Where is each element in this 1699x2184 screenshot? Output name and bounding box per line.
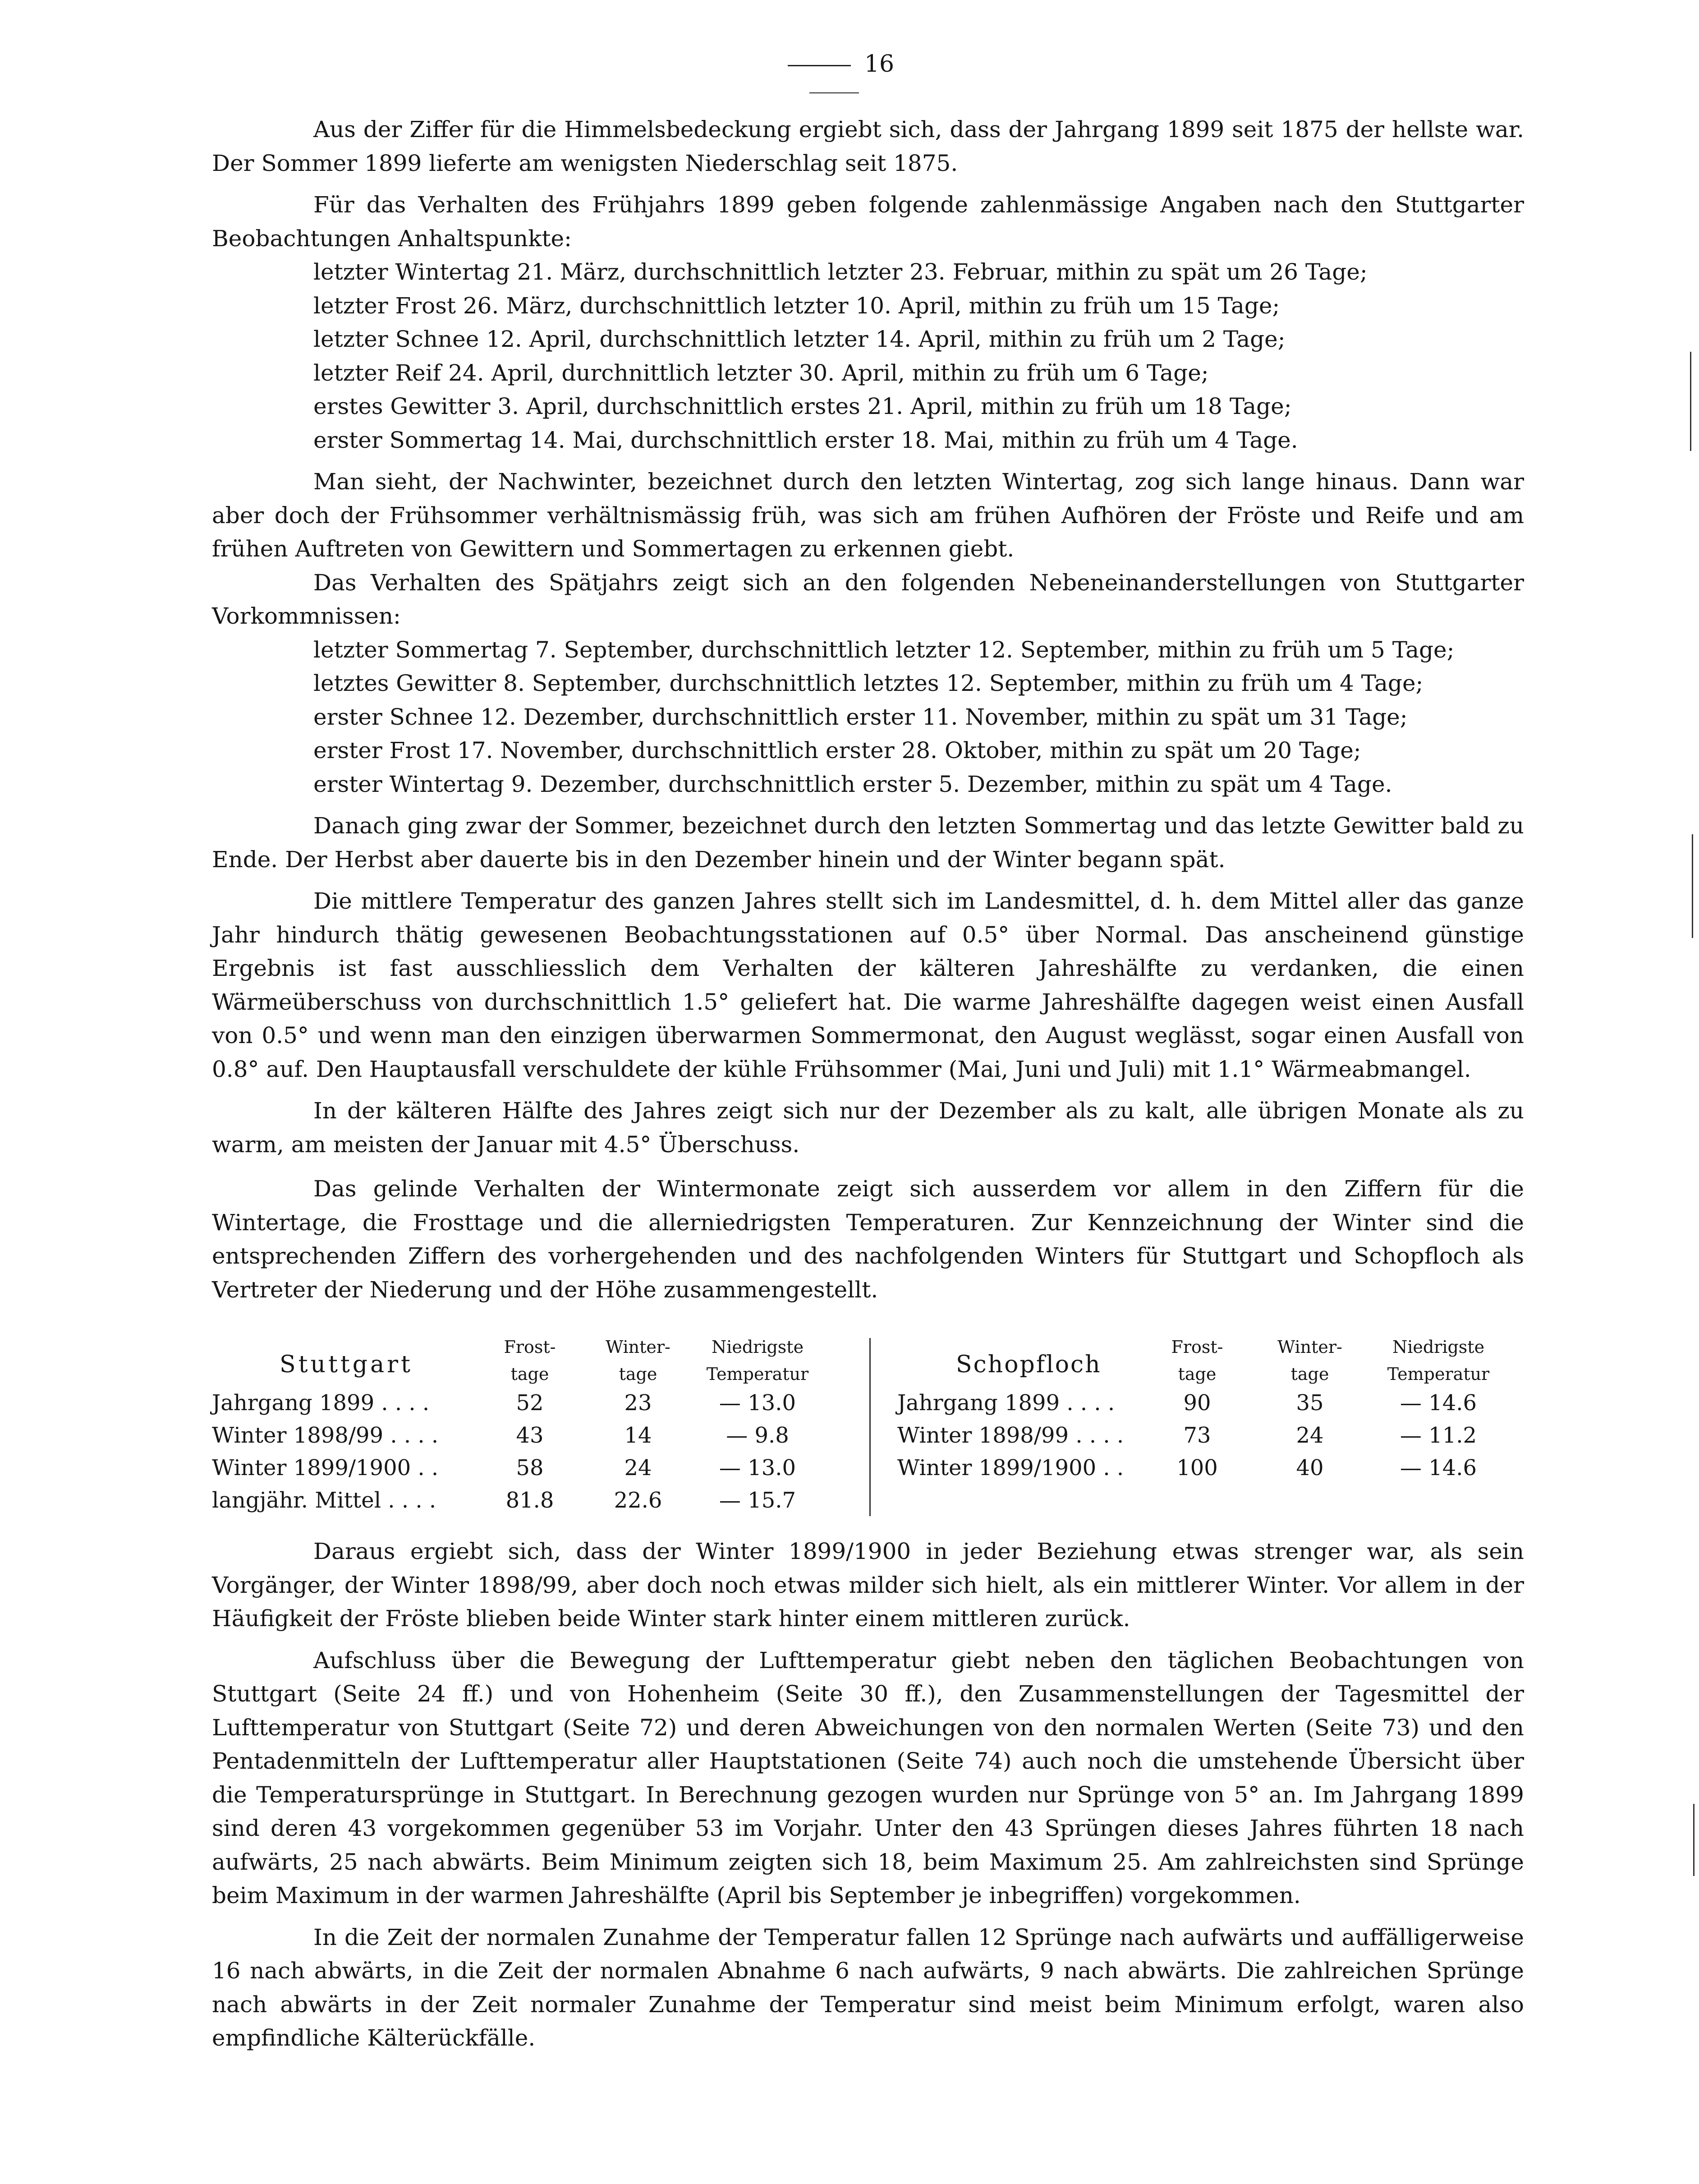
row-label: Jahrgang 1899 . . . . — [212, 1390, 430, 1416]
table-header — [897, 1333, 1529, 1387]
column-header-frost-days: Frost- tage — [504, 1337, 556, 1384]
row-label: langjähr. Mittel . . . . — [212, 1488, 436, 1513]
list-item: erster Sommertag 14. Mai, durchschnittlich erster 18. Mai, mithin zu früh um 4 Tage. — [313, 427, 1298, 453]
row-label: Winter 1898/99 . . . . — [897, 1423, 1124, 1448]
cell-frost-days: 52 — [516, 1390, 544, 1416]
row-label: Jahrgang 1899 . . . . — [897, 1390, 1115, 1416]
paragraph-spring-intro: Für das Verhalten des Frühjahrs 1899 geben folgende zahlenmässige Angaben nach den Stuttgarter Beobachtungen Anhaltspunkte: — [212, 192, 1524, 252]
table-stuttgart — [212, 1333, 843, 1517]
list-item: letzter Sommertag 7. September, durchschnittlich letzter 12. September, mithin zu früh um 5 Tage; — [313, 636, 1455, 663]
cell-frost-days: 100 — [1176, 1455, 1218, 1481]
paragraph-temperature-jumps: Aufschluss über die Bewegung der Lufttemperatur giebt neben den täglichen Beobachtungen von Stuttgart (Seite 24 ff.) und von Hohenheim (Seite 30 ff.), den Zusammenstellungen der Tagesmittel der Lufttemperatur von Stuttgart (Seite 72) und deren Abweichungen von den normalen Werten (Seite 73) und den Pentadenmitteln der Lufttemperatur aller Hauptstationen (Seite 74) auch noch die umstehende Übersicht über die Temperatursprünge in Stuttgart. In Berechnung gezogen wurden nur Sprünge von 5° an. Im Jahrgang 1899 sind deren 43 vorgekommen gegenüber 53 im Vorjahr. Unter den 43 Sprüngen dieses Jahres führten 18 nach aufwärts, 25 nach abwärts. Beim Minimum zeigten sich 18, beim Maximum 25. Am zahlreichsten sind Sprünge beim Maximum in der warmen Jahreshälfte (April bis September je inbegriffen) vorgekommen. — [212, 1647, 1524, 1908]
table-row — [897, 1452, 1529, 1484]
table-row — [897, 1387, 1529, 1419]
page-header — [762, 51, 906, 105]
paragraph-cloud-cover: Aus der Ziffer für die Himmelsbedeckung ergiebt sich, dass der Jahrgang 1899 seit 1875 der hellste war. Der Sommer 1899 lieferte am wenigsten Niederschlag seit 1875. — [212, 116, 1524, 176]
table-row — [212, 1387, 843, 1419]
column-header-winter-days: Winter- tage — [1277, 1337, 1342, 1384]
column-header-frost-days: Frost- tage — [1171, 1337, 1223, 1384]
cell-min-temperature: — 9.8 — [726, 1423, 789, 1448]
paragraph-summer-end: Danach ging zwar der Sommer, bezeichnet durch den letzten Sommertag und das letzte Gewitter bald zu Ende. Der Herbst aber dauerte bis in den Dezember hinein und der Winter begann spät. — [212, 813, 1524, 873]
paragraph-winter-comparison: Daraus ergiebt sich, dass der Winter 1899/1900 in jeder Beziehung etwas strenger war, als sein Vorgänger, der Winter 1898/99, aber doch noch etwas milder sich hielt, als ein mittlerer Winter. Vor allem in der Häufigkeit der Fröste blieben beide Winter stark hinter einem mittleren zurück. — [212, 1538, 1524, 1632]
scan-edge-mark — [1692, 834, 1693, 938]
list-item: letzter Reif 24. April, durchnittlich letzter 30. April, mithin zu früh um 6 Tage; — [313, 359, 1209, 386]
station-name: Stuttgart — [280, 1351, 413, 1378]
list-item: erster Schnee 12. Dezember, durchschnittlich erster 11. November, mithin zu spät um 31 Tage; — [313, 703, 1408, 730]
autumn-dates-list — [212, 633, 1524, 801]
paragraph-jump-directions: In die Zeit der normalen Zunahme der Temperatur fallen 12 Sprünge nach aufwärts und auffälligerweise 16 nach abwärts, in die Zeit der normalen Abnahme 6 nach aufwärts, 9 nach abwärts. Die zahlreichen Sprünge nach abwärts in der Zeit normaler Zunahme der Temperatur sind meist beim Minimum erfolgt, waren also empfindliche Kälterückfälle. — [212, 1924, 1524, 2051]
cell-frost-days: 58 — [516, 1455, 544, 1481]
cell-min-temperature: — 13.0 — [719, 1390, 796, 1416]
cell-winter-days: 35 — [1296, 1390, 1324, 1416]
list-item: letzter Wintertag 21. März, durchschnittlich letzter 23. Februar, mithin zu spät um 26 Tage; — [313, 259, 1368, 285]
list-item: erster Frost 17. November, durchschnittlich erster 28. Oktober, mithin zu spät um 20 Tage; — [313, 737, 1361, 763]
table-row — [212, 1452, 843, 1484]
list-item: letzter Frost 26. März, durchschnittlich letzter 10. April, mithin zu früh um 15 Tage; — [313, 292, 1280, 319]
scan-edge-mark — [1693, 1804, 1694, 1876]
cell-frost-days: 73 — [1183, 1423, 1211, 1448]
cell-min-temperature: — 11.2 — [1400, 1423, 1477, 1448]
cell-winter-days: 40 — [1296, 1455, 1324, 1481]
header-rule-right — [809, 92, 859, 93]
scan-edge-mark — [1690, 352, 1691, 451]
page-number: 16 — [864, 51, 895, 78]
body-text — [212, 113, 1524, 2055]
table-header — [212, 1333, 843, 1387]
table-row — [212, 1484, 843, 1517]
cell-winter-days: 24 — [1296, 1423, 1324, 1448]
cell-min-temperature: — 15.7 — [719, 1488, 796, 1513]
row-label: Winter 1898/99 . . . . — [212, 1423, 439, 1448]
cell-winter-days: 22.6 — [614, 1488, 662, 1513]
column-header-min-temperature: Niedrigste Temperatur — [1387, 1337, 1490, 1384]
cell-min-temperature: — 14.6 — [1400, 1455, 1477, 1481]
column-header-min-temperature: Niedrigste Temperatur — [706, 1337, 809, 1384]
list-item: erster Wintertag 9. Dezember, durchschnittlich erster 5. Dezember, mithin zu spät um 4 Tage. — [313, 771, 1392, 797]
paragraph-winter-months: Das gelinde Verhalten der Wintermonate zeigt sich ausserdem vor allem in den Ziffern für die Wintertage, die Frosttage und die allerniedrigsten Temperaturen. Zur Kennzeichnung der Winter sind die entsprechenden Ziffern des vorhergehenden und des nachfolgenden Winters für Stuttgart und Schopfloch als Vertreter der Niederung und der Höhe zusammengestellt. — [212, 1176, 1524, 1303]
cell-winter-days: 23 — [624, 1390, 652, 1416]
list-item: letztes Gewitter 8. September, durchschnittlich letztes 12. September, mithin zu früh um 4 Tage; — [313, 670, 1423, 696]
table-schopfloch — [897, 1333, 1529, 1484]
cell-winter-days: 14 — [624, 1423, 652, 1448]
list-item: erstes Gewitter 3. April, durchschnittlich erstes 21. April, mithin zu früh um 18 Tage; — [313, 393, 1292, 419]
paragraph-autumn-intro: Das Verhalten des Spätjahrs zeigt sich an den folgenden Nebeneinanderstellungen von Stuttgarter Vorkommnissen: — [212, 569, 1524, 629]
cell-min-temperature: — 13.0 — [719, 1455, 796, 1481]
winter-comparison-tables — [212, 1333, 1524, 1513]
table-row — [212, 1419, 843, 1452]
cell-winter-days: 24 — [624, 1455, 652, 1481]
row-label: Winter 1899/1900 . . — [897, 1455, 1124, 1481]
table-divider — [869, 1338, 871, 1516]
column-header-winter-days: Winter- tage — [606, 1337, 670, 1384]
paragraph-annual-temperature: Die mittlere Temperatur des ganzen Jahres stellt sich im Landesmittel, d. h. dem Mittel aller das ganze Jahr hindurch thätig gewesenen Beobachtungsstationen auf 0.5° über Normal. Das anscheinend günstige Ergebnis ist fast ausschliesslich dem Verhalten der kälteren Jahreshälfte zu verdanken, die einen Wärmeüberschuss von durchschnittlich 1.5° geliefert hat. Die warme Jahreshälfte dagegen weist einen Ausfall von 0.5° und wenn man den einzigen überwarmen Sommermonat, den August weglässt, sogar einen Ausfall von 0.8° auf. Den Hauptausfall verschuldete der kühle Frühsommer (Mai, Juni und Juli) mit 1.1° Wärmeabmangel. — [212, 888, 1524, 1082]
paragraph-spring-summary: Man sieht, der Nachwinter, bezeichnet durch den letzten Wintertag, zog sich lange hinaus. Dann war aber doch der Frühsommer verhältnismässig früh, was sich am frühen Aufhören der Fröste und Reife und am frühen Auftreten von Gewittern und Sommertagen zu erkennen giebt. — [212, 469, 1524, 562]
spring-dates-list — [212, 255, 1524, 457]
row-label: Winter 1899/1900 . . — [212, 1455, 439, 1481]
cell-frost-days: 81.8 — [505, 1488, 554, 1513]
list-item: letzter Schnee 12. April, durchschnittlich letzter 14. April, mithin zu früh um 2 Tage; — [313, 326, 1286, 352]
cell-frost-days: 90 — [1183, 1390, 1211, 1416]
paragraph-cold-half: In der kälteren Hälfte des Jahres zeigt sich nur der Dezember als zu kalt, alle übrigen Monate als zu warm, am meisten der Januar mit 4.5° Überschuss. — [212, 1098, 1524, 1158]
station-name: Schopfloch — [956, 1351, 1102, 1378]
table-row — [897, 1419, 1529, 1452]
cell-min-temperature: — 14.6 — [1400, 1390, 1477, 1416]
header-rule-left — [788, 65, 851, 66]
cell-frost-days: 43 — [516, 1423, 544, 1448]
